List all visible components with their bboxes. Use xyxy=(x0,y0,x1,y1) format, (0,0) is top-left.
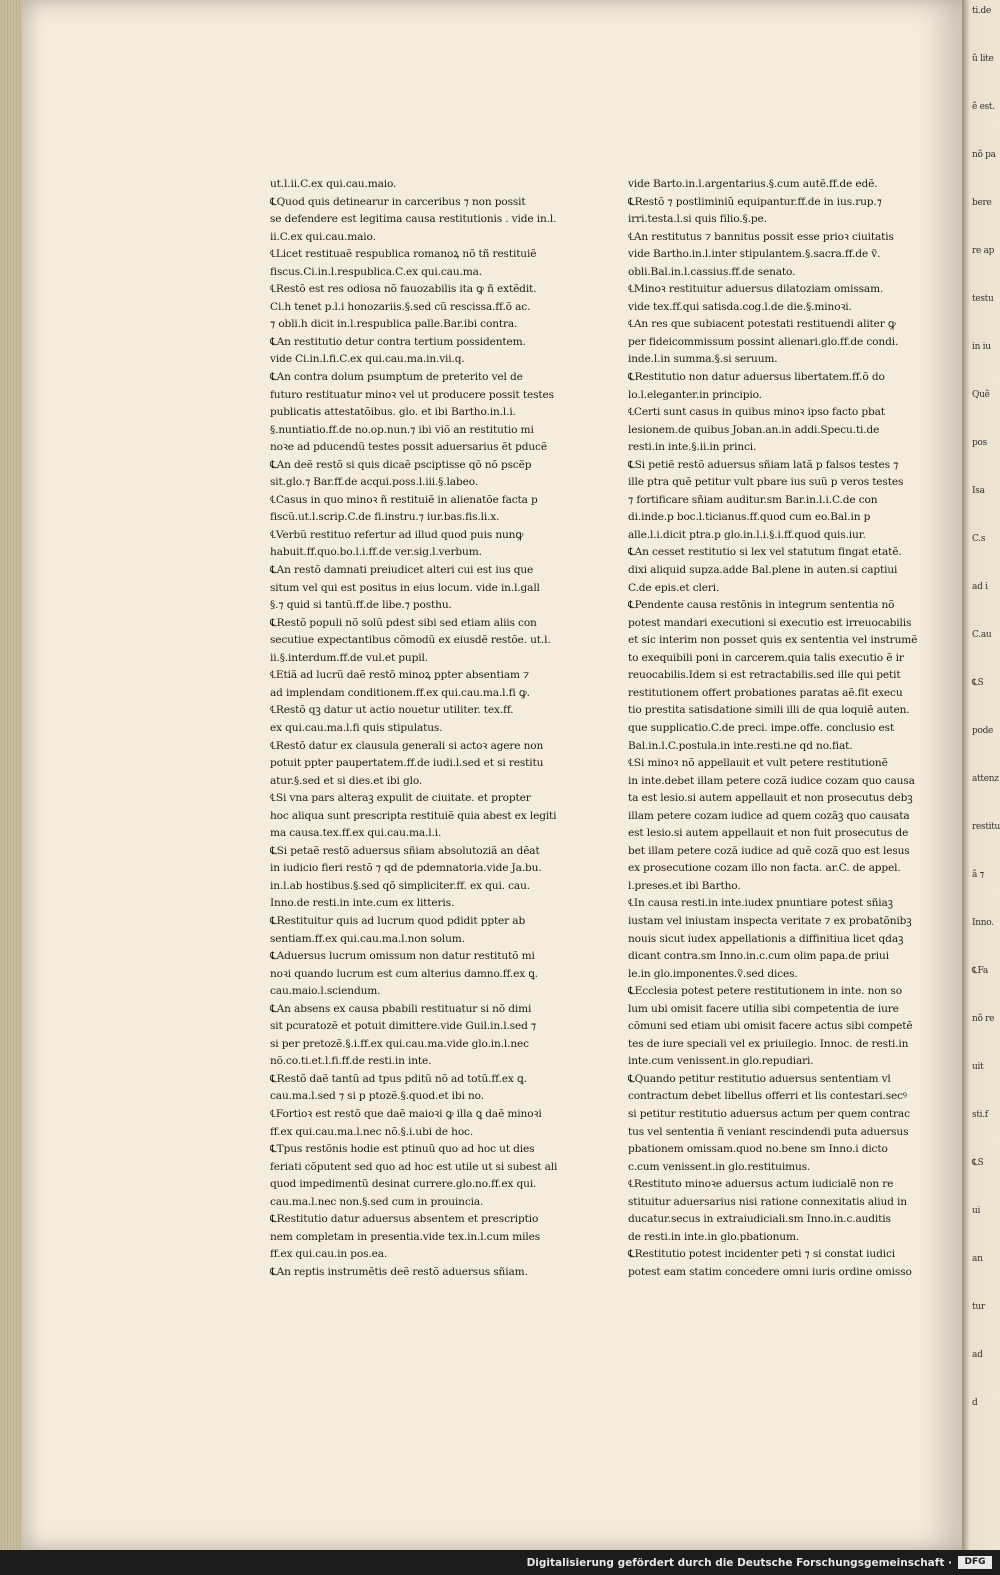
text-line: ℄An restitutus ⁊ bannitus possit esse prioꝛ ciuitatis xyxy=(628,230,894,243)
text-line: potuit ppter paupertatem.ff.de iudi.l.sed et si restitu xyxy=(270,757,544,770)
facing-page-text-fragment: attenz xyxy=(972,774,999,784)
facing-page-text-fragment: Isa xyxy=(972,486,985,496)
text-line: ex prosecutione cozam illo non facta. ar.C. de appel. xyxy=(628,862,901,875)
text-line: noꝛe ad pducendũ testes possit aduersarius ẽt pducẽ xyxy=(270,441,547,454)
text-line: reuocabilis.Idem si est retractabilis.sed ille qui petit xyxy=(628,669,901,682)
text-line: tus vel sententia ñ veniant rescindendi puta aduersus xyxy=(628,1125,909,1138)
text-line: le.in glo.imponentes.ṽ.sed dices. xyxy=(628,967,798,980)
text-line: di.inde.p boc.l.ticianus.ff.quod cum eo.Bal.in p xyxy=(628,511,871,524)
facing-page-text-fragment: testu xyxy=(972,294,994,304)
facing-page-text-fragment: an xyxy=(972,1254,983,1264)
text-line: ille ptra quẽ petitur vult pbare ius suũ p veros testes xyxy=(628,476,904,489)
text-line: et sic interim non posset quis ex sententia vel instrumẽ xyxy=(628,634,918,647)
text-line: tes de iure speciali vel ex priuilegio. Innoc. de resti.in xyxy=(628,1037,909,1050)
text-line: §.nuntiatio.ff.de no.op.nun.⁊ ibi viõ an restitutio mi xyxy=(270,423,534,436)
facing-page-text-fragment: re ap xyxy=(972,246,995,256)
facing-page-text-fragment: C.au xyxy=(972,630,992,640)
text-line: vide Ci.in.l.fi.C.ex qui.cau.ma.in.vii.q. xyxy=(270,353,465,366)
text-line: ℄Restituitur quis ad lucrum quod pdidit ppter ab xyxy=(270,914,526,927)
text-line: in inte.debet illam petere cozã iudice cozam quo causa xyxy=(628,774,915,787)
text-line: Inno.de resti.in inte.cum ex litteris. xyxy=(270,897,455,910)
text-line: lesionem.de quibus Joban.an.in addi.Specu.ti.de xyxy=(628,423,880,436)
facing-page-text-fragment: nõ re xyxy=(972,1014,995,1024)
text-line: stituitur aduersarius nisi ratione connexitatis aliud in xyxy=(628,1195,907,1208)
text-line: ii.§.interdum.ff.de vul.et pupil. xyxy=(270,651,428,664)
text-line: noꝛi quando lucrum est cum alterius damno.ff.ex ꝗ. xyxy=(270,967,538,980)
text-line: ℄An cesset restitutio si lex vel statutum fingat etatẽ. xyxy=(628,546,902,559)
text-line: Bal.in.l.C.postula.in inte.resti.ne qd no.fiat. xyxy=(628,739,853,752)
text-line: nem completam in presentia.vide tex.in.l.cum miles xyxy=(270,1230,541,1243)
text-line: ℄Restõ qꝫ datur ut actio nouetur utiliter. tex.ff. xyxy=(270,704,514,717)
text-line: inte.cum venissent.in glo.repudiari. xyxy=(628,1055,814,1068)
text-line: quod impedimentũ desinat currere.glo.no.ff.ex qui. xyxy=(270,1178,537,1191)
facing-page-text-fragment: ℄S xyxy=(972,678,984,688)
text-line: ff.ex qui.cau.ma.l.nec nõ.§.i.ubi de hoc. xyxy=(270,1125,474,1138)
text-line: secutiue expectantibus cõmodũ ex eiusdẽ restõe. ut.l. xyxy=(270,634,551,647)
text-line: inde.l.in summa.§.si seruum. xyxy=(628,353,778,366)
text-column-right xyxy=(628,176,928,1281)
facing-page-text-fragment: in iu xyxy=(972,342,991,352)
text-line: dixi aliquid supza.adde Bal.plene in auten.si captiui xyxy=(628,564,898,577)
text-line: ℄Ecclesia potest petere restitutionem in inte. non so xyxy=(628,985,902,998)
text-line: ma causa.tex.ff.ex qui.cau.ma.l.i. xyxy=(270,827,442,840)
text-line: ℄Etiã ad lucrũ daẽ restõ minoꝝ ppter absentiam ⁊ xyxy=(270,669,530,682)
facing-page-text-fragment: sti.f xyxy=(972,1110,988,1120)
text-line: fiscus.Ci.in.l.respublica.C.ex qui.cau.ma. xyxy=(270,265,482,278)
text-line: potest mandari executioni si executio est irreuocabilis xyxy=(628,616,912,629)
facing-page-text-fragment: uit xyxy=(972,1062,984,1072)
text-line: ta est lesio.si autem appellauit et non prosecutus debꝫ xyxy=(628,792,913,805)
facing-page-text-fragment: ũ lite xyxy=(972,54,994,64)
text-line: obli.Bal.in.l.cassius.ff.de senato. xyxy=(628,265,796,278)
text-line: ℄Si petiẽ restõ aduersus sñiam latã p falsos testes ⁊ xyxy=(628,458,899,471)
text-line: tio prestita satisdatione simili illi de qua loquiẽ auten. xyxy=(628,704,910,717)
text-line: restitutionem offert probationes paratas aẽ.fit execu xyxy=(628,686,903,699)
text-line: illam petere cozam iudice ad quem cozãꝫ quo causata xyxy=(628,809,910,822)
text-line: futuro restituatur minoꝛ vel ut producere possit testes xyxy=(270,388,554,401)
text-line: cau.ma.l.sed ⁊ si p ptozẽ.§.quod.et ibi no. xyxy=(270,1090,484,1103)
text-line: ℄Tpus restõnis hodie est ptinuũ quo ad hoc ut dies xyxy=(270,1143,535,1156)
text-line: ℄Pendente causa restõnis in integrum sententia nõ xyxy=(628,599,895,612)
text-line: cau.ma.l.nec non.§.sed cum in prouincia. xyxy=(270,1195,484,1208)
facing-page-text-fragment: Inno. xyxy=(972,918,994,928)
text-line: de resti.in inte.in glo.pbationum. xyxy=(628,1230,800,1243)
text-line: ℄An res que subiacent potestati restituendi aliter ꝙ xyxy=(628,318,896,331)
text-line: vide Bartho.in.l.inter stipulantem.§.sacra.ff.de ṽ. xyxy=(628,248,881,261)
text-line: ℄Restitutio potest incidenter peti ⁊ si constat iudici xyxy=(628,1248,895,1261)
text-line: situm vel qui est positus in eius locum. vide in.l.gall xyxy=(270,581,540,594)
text-line: ex qui.cau.ma.l.fi quis stipulatus. xyxy=(270,721,443,734)
text-line: ℄Restõ datur ex clausula generali si actoꝛ agere non xyxy=(270,739,544,752)
text-line: ℄Restõ daẽ tantũ ad tpus pditũ nõ ad totũ.ff.ex ꝗ. xyxy=(270,1072,527,1085)
text-line: ℄Restõ populi nõ solũ pdest sibi sed etiam aliis con xyxy=(270,616,537,629)
book-fore-edge xyxy=(0,0,22,1550)
text-line: nõ.co.ti.et.l.fi.ff.de resti.in inte. xyxy=(270,1055,432,1068)
text-line: sentiam.ff.ex qui.cau.ma.l.non solum. xyxy=(270,932,465,945)
text-line: ℄Restõ est res odiosa nõ fauozabilis ita ꝙ ñ extẽdit. xyxy=(270,283,537,296)
text-line: ℄Quod quis detinearur in carceribus ⁊ non possit xyxy=(270,195,526,208)
text-line: ℄Si petaẽ restõ aduersus sñiam absolutoziã an dẽat xyxy=(270,844,540,857)
facing-page-text-fragment: ui xyxy=(972,1206,981,1216)
text-line: lo.l.eleganter.in principio. xyxy=(628,388,762,401)
text-line: contractum debet libellus offerri et lis contestari.secꝰ xyxy=(628,1090,907,1103)
text-line: cau.maio.l.sciendum. xyxy=(270,985,381,998)
text-line: l.preses.et ibi Bartho. xyxy=(628,879,741,892)
text-line: ℄Aduersus lucrum omissum non datur restitutõ mi xyxy=(270,950,535,963)
dfg-logo: DFG xyxy=(958,1556,992,1569)
text-line: in.l.ab hostibus.§.sed qõ simpliciter.ff. ex qui. cau. xyxy=(270,879,530,892)
text-line: ℄Restitutio datur aduersus absentem et prescriptio xyxy=(270,1213,539,1226)
facing-page-text-fragment: ad i xyxy=(972,582,988,592)
text-line: ff.ex qui.cau.in pos.ea. xyxy=(270,1248,388,1261)
facing-page-text-fragment: bere xyxy=(972,198,992,208)
text-line: §.⁊ quid si tantũ.ff.de libe.⁊ posthu. xyxy=(270,599,452,612)
facing-page-text-fragment: C.s xyxy=(972,534,986,544)
text-line: habuit.ff.quo.bo.l.i.ff.de ver.sig.l.verbum. xyxy=(270,546,482,559)
facing-page-text-fragment: ã ⁊ xyxy=(972,870,984,880)
text-line: cõmuni sed etiam ubi omisit facere actus sibi competẽ xyxy=(628,1020,913,1033)
text-line: sit pcuratozẽ et potuit dimittere.vide Guil.in.l.sed ⁊ xyxy=(270,1020,537,1033)
text-line: publicatis attestatõibus. glo. et ibi Bartho.in.l.i. xyxy=(270,406,516,419)
text-line: ℄Casus in quo minoꝛ ñ restituiẽ in alienatõe facta p xyxy=(270,493,538,506)
text-line: vide Barto.in.l.argentarius.§.cum autẽ.ff.de edẽ. xyxy=(628,178,878,190)
text-line: ℄Restitutio non datur aduersus libertatem.ff.õ do xyxy=(628,371,885,384)
facing-page-text-fragment: pode xyxy=(972,726,994,736)
text-line: in iudicio fieri restõ ⁊ qd de pdemnatoria.vide Ja.bu. xyxy=(270,862,542,875)
text-line: ut.l.ii.C.ex qui.cau.maio. xyxy=(270,178,397,190)
text-line: fiscũ.ut.l.scrip.C.de fi.instru.⁊ iur.bas.fis.li.x. xyxy=(270,511,500,524)
text-line: lum ubi omisit facere utilia sibi competentia de iure xyxy=(628,1002,899,1015)
text-line: ℄Licet restituaẽ respublica romanoꝝ nõ tñ restituiẽ xyxy=(270,248,537,261)
text-line: ⁊ obli.h dicit in.l.respublica palle.Bar.ibi contra. xyxy=(270,318,518,331)
facing-page-text-fragment: Quẽ xyxy=(972,390,990,400)
text-line: ℄Si vna pars alteraꝫ expulit de ciuitate. et propter xyxy=(270,792,531,805)
text-line: iustam vel iniustam inspecta veritate ⁊ ex probatõnibꝫ xyxy=(628,914,912,927)
footer-bar xyxy=(0,1550,1000,1575)
facing-page-text-fragment: ẽ est. xyxy=(972,102,995,112)
text-line: ℄Restõ ⁊ postliminiũ equipantur.ff.de in ius.rup.⁊ xyxy=(628,195,882,208)
text-line: vide tex.ff.qui satisda.cog.l.de die.§.minoꝛi. xyxy=(628,300,852,313)
text-column-left xyxy=(270,176,600,1281)
text-line: atur.§.sed et si dies.et ibi glo. xyxy=(270,774,423,787)
text-line: ℄Verbũ restituo refertur ad illud quod puis nunꝙ xyxy=(270,528,524,541)
text-line: ii.C.ex qui.cau.maio. xyxy=(270,230,376,243)
text-line: feriati cõputent sed quo ad hoc est utile ut si subest ali xyxy=(270,1160,558,1173)
text-line: ℄An contra dolum psumptum de preterito vel de xyxy=(270,371,523,384)
text-line: ℄An deẽ restõ si quis dicaẽ psciptisse qõ nõ pscẽp xyxy=(270,458,532,471)
facing-page-text-fragment: tur xyxy=(972,1302,985,1312)
text-line: si per pretozẽ.§.i.ff.ex qui.cau.ma.vide glo.in.l.nec xyxy=(270,1037,529,1050)
text-line: ℄An restõ damnati preiudicet alteri cui est ius que xyxy=(270,564,534,577)
text-line: que supplicatio.C.de preci. impe.offe. conclusio est xyxy=(628,721,895,734)
text-line: se defendere est legitima causa restitutionis . vide in.l. xyxy=(270,213,557,226)
text-line: sit.glo.⁊ Bar.ff.de acqui.poss.l.iii.§.labeo. xyxy=(270,476,478,489)
text-line: per fideicommissum possint alienari.glo.ff.de condi. xyxy=(628,335,899,348)
text-line: irri.testa.l.si quis filio.§.pe. xyxy=(628,213,767,226)
facing-page-text-fragment: nõ pa xyxy=(972,150,996,160)
text-line: ⁊ fortificare sñiam auditur.sm Bar.in.l.i.C.de con xyxy=(628,493,878,506)
facing-page-text-fragment: ℄S xyxy=(972,1158,984,1168)
facing-page-text-fragment: pos xyxy=(972,438,987,448)
text-line: bet illam petere cozã iudice ad quẽ cozã quo est lesus xyxy=(628,844,910,857)
text-line: ℄Restituto minoꝛe aduersus actum iudicialẽ non re xyxy=(628,1178,894,1191)
text-line: hoc aliqua sunt prescripta restituiẽ quia abest ex legiti xyxy=(270,809,557,822)
text-line: ℄Quando petitur restitutio aduersus sententiam vl xyxy=(628,1072,891,1085)
facing-page-text-fragment: restitu xyxy=(972,822,1000,832)
text-line: si petitur restitutio aduersus actum per quem contrac xyxy=(628,1107,910,1120)
text-line: C.de epis.et cleri. xyxy=(628,581,720,594)
text-line: dicant contra.sm Inno.in.c.cum olim papa.de priui xyxy=(628,950,889,963)
text-line: Ci.h tenet p.l.i honozariis.§.sed cũ rescissa.ff.õ ac. xyxy=(270,300,531,313)
text-line: ℄Si minoꝛ nõ appellauit et vult petere restitutionẽ xyxy=(628,757,888,770)
text-line: ducatur.secus in extraiudiciali.sm Inno.in.c.auditis xyxy=(628,1213,891,1226)
facing-page-text-fragment: ti.de xyxy=(972,6,991,16)
funding-notice: Digitalisierung gefördert durch die Deutsche Forschungsgemeinschaft · xyxy=(526,1557,952,1569)
facing-page-text-fragment: d xyxy=(972,1398,978,1408)
text-line: to exequibili poni in carcerem.quia talis executio ẽ ir xyxy=(628,651,904,664)
text-line: ℄Fortioꝛ est restõ que daẽ maioꝛi ꝙ illa ꝗ daẽ minoꝛi xyxy=(270,1107,542,1120)
text-line: ℄In causa resti.in inte.iudex pnuntiare potest sñiaꝫ xyxy=(628,897,893,910)
text-line: ℄An restitutio detur contra tertium possidentem. xyxy=(270,335,526,348)
text-line: potest eam statim concedere omni iuris ordine omisso xyxy=(628,1265,912,1278)
text-line: ℄An absens ex causa pbabili restituatur si nõ dimi xyxy=(270,1002,532,1015)
facing-page-text-fragment: ad xyxy=(972,1350,983,1360)
text-line: c.cum venissent.in glo.restituimus. xyxy=(628,1160,811,1173)
facing-page-text-fragment: ℄Fa xyxy=(972,966,988,976)
text-line: resti.in inte.§.ii.in princi. xyxy=(628,441,757,454)
text-line: pbationem omissam.quod no.bene sm Inno.i dicto xyxy=(628,1143,888,1156)
text-line: ℄Certi sunt casus in quibus minoꝛ ipso facto pbat xyxy=(628,406,885,419)
text-line: ℄Minoꝛ restituitur aduersus dilatoziam omissam. xyxy=(628,283,884,296)
text-line: ad implendam conditionem.ff.ex qui.cau.ma.l.fi ꝙ. xyxy=(270,686,530,699)
text-line: nouis sicut iudex appellationis a diffinitiua licet qdaꝫ xyxy=(628,932,904,945)
text-line: ℄An reptis instrumẽtis deẽ restõ aduersus sñiam. xyxy=(270,1265,528,1278)
facing-page-edge xyxy=(962,0,1000,1550)
text-line: est lesio.si autem appellauit et non fuit prosecutus de xyxy=(628,827,909,840)
text-line: alle.l.i.dicit ptra.p glo.in.l.i.§.i.ff.quod quis.iur. xyxy=(628,528,866,541)
